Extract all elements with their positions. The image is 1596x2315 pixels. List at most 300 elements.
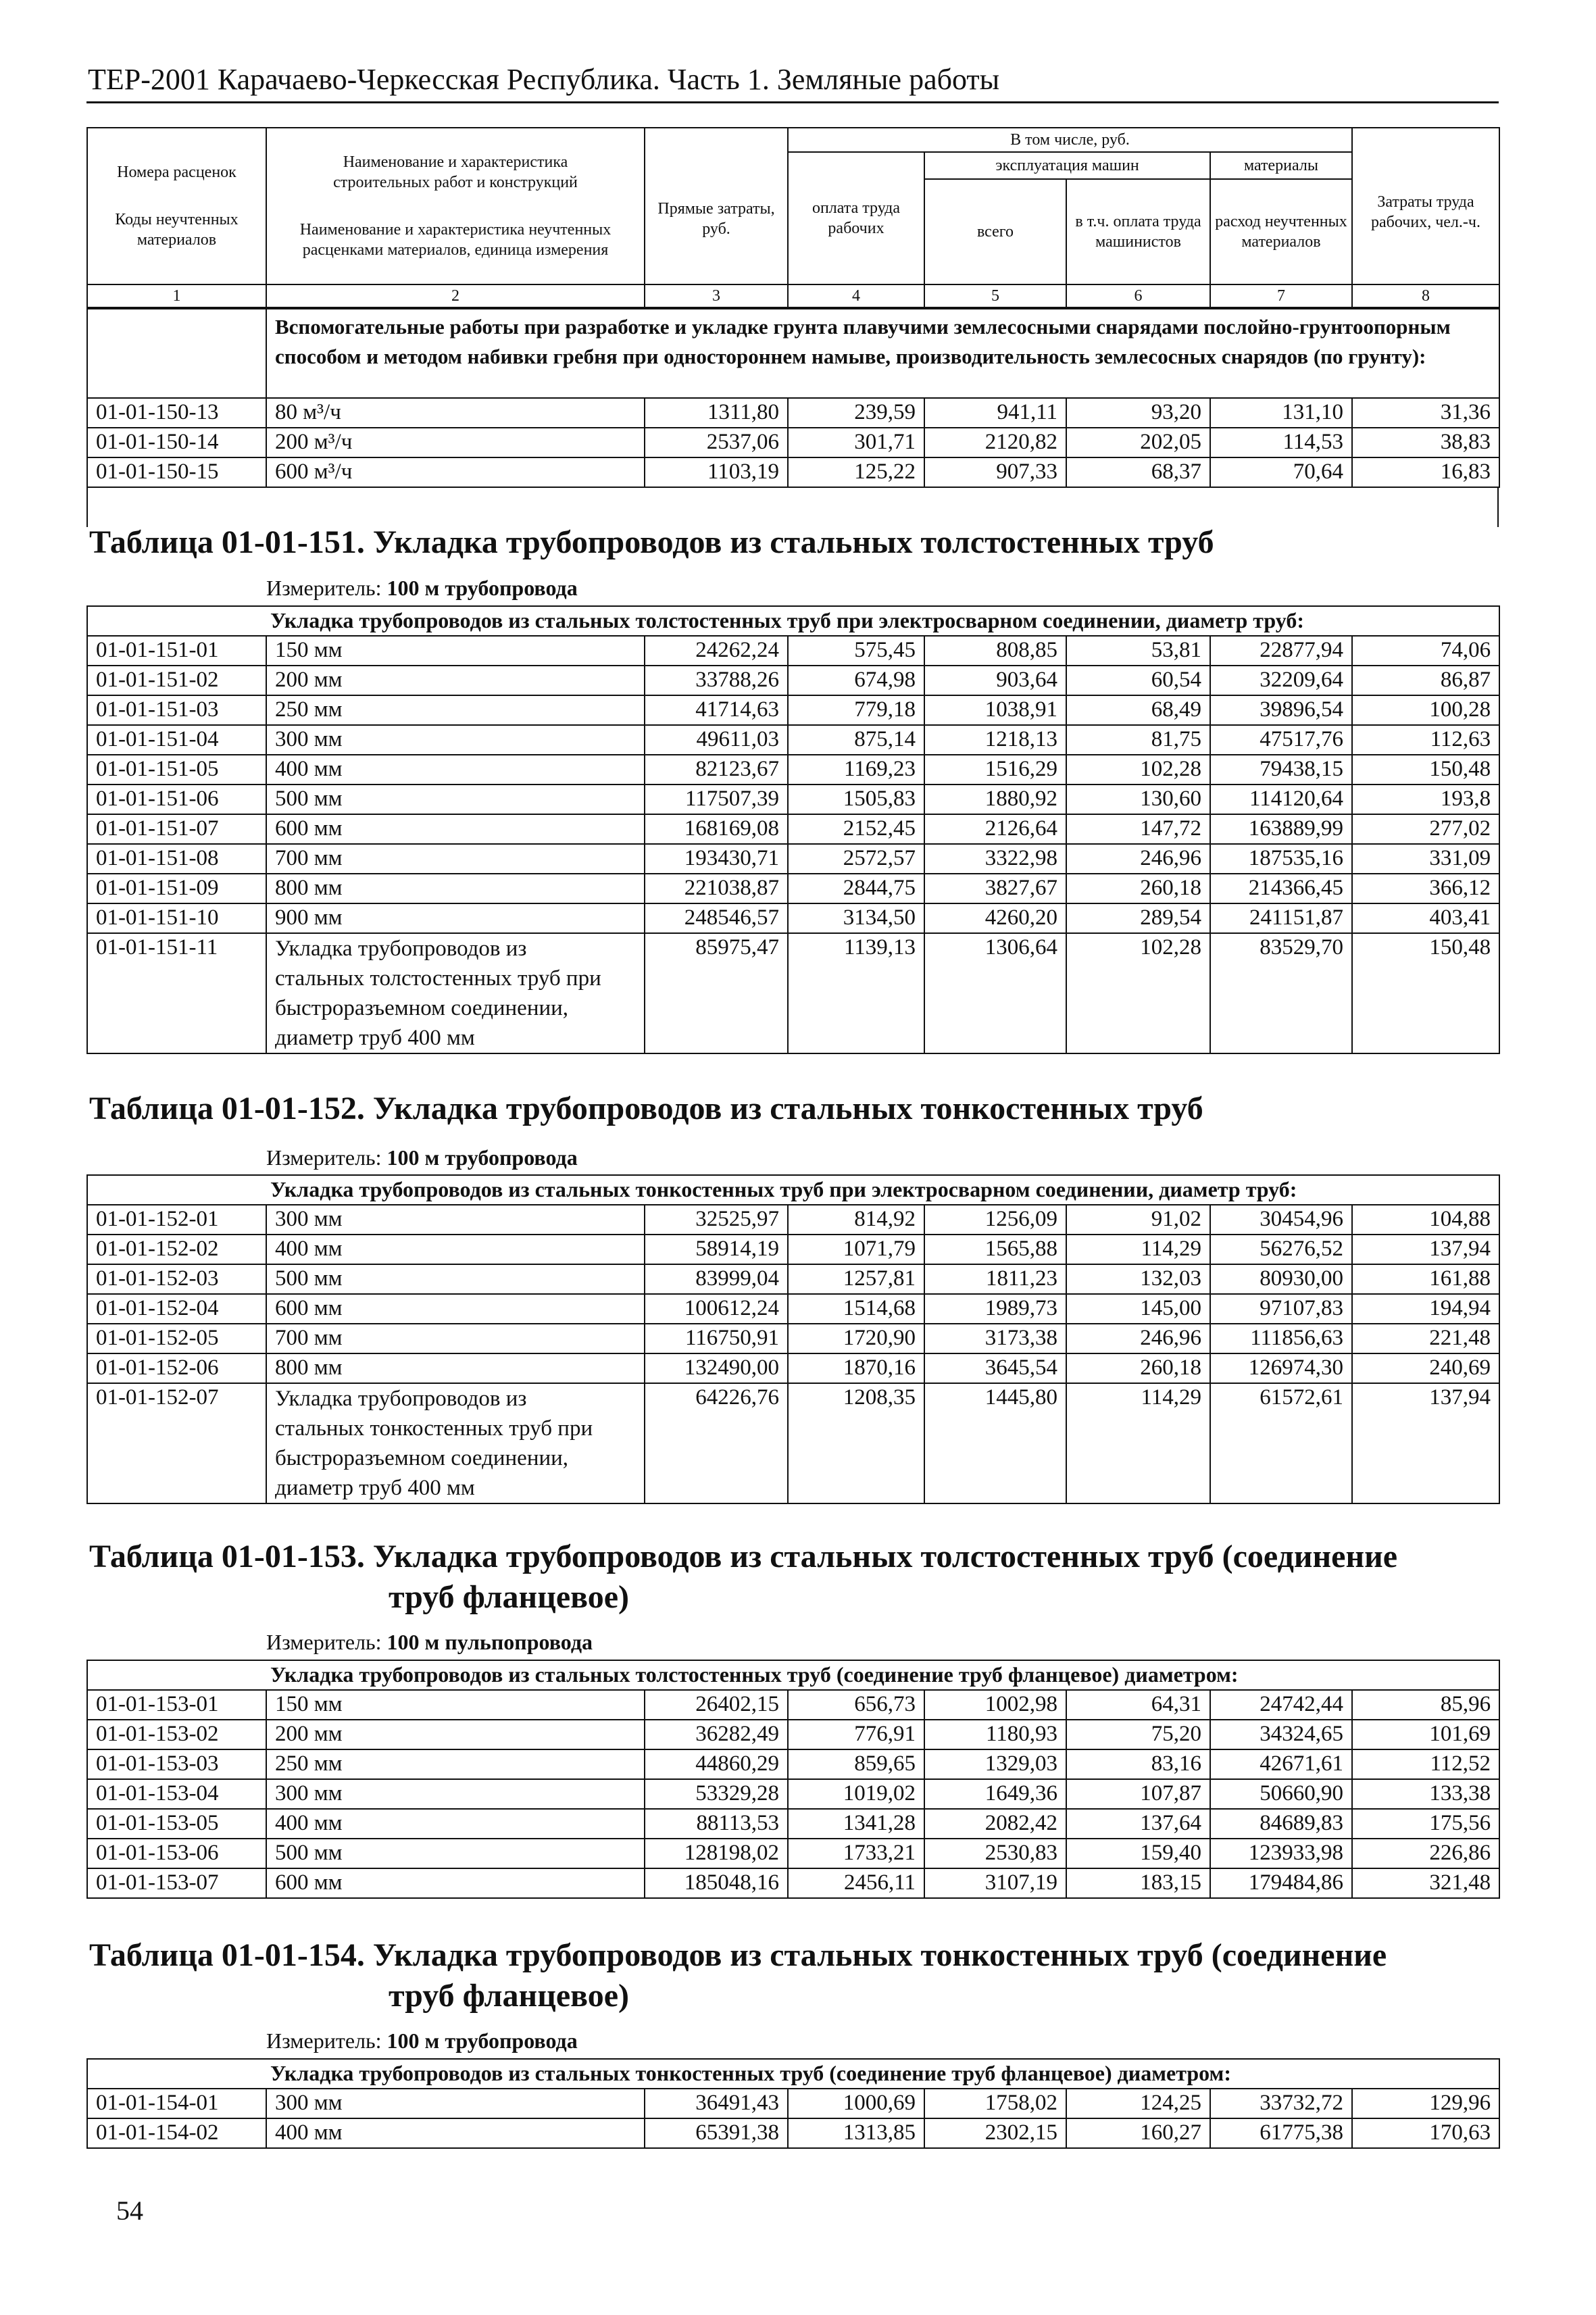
machines-labor: 132,03 (1066, 1264, 1210, 1294)
table-row (87, 814, 1499, 844)
meter-value: 100 м пульпопровода (386, 1630, 593, 1654)
table-row (87, 1749, 1499, 1779)
materials: 24742,44 (1210, 1690, 1352, 1720)
direct-costs: 1311,80 (645, 398, 788, 428)
materials: 83529,70 (1210, 933, 1352, 1053)
work-name: 300 мм (266, 725, 645, 755)
work-name: 400 мм (266, 755, 645, 785)
labor-pay: 1733,21 (788, 1839, 924, 1868)
labor-hours: 31,36 (1352, 398, 1499, 428)
table-151-meter (266, 576, 578, 601)
rate-code: 01-01-153-04 (87, 1779, 266, 1809)
machines-labor: 145,00 (1066, 1294, 1210, 1324)
labor-pay: 1208,35 (788, 1383, 924, 1503)
machines-total: 941,11 (924, 398, 1066, 428)
labor-pay: 3134,50 (788, 903, 924, 933)
machines-labor: 183,15 (1066, 1868, 1210, 1898)
materials: 56276,52 (1210, 1235, 1352, 1264)
materials: 50660,90 (1210, 1779, 1352, 1809)
direct-costs: 116750,91 (645, 1324, 788, 1353)
labor-pay: 125,22 (788, 457, 924, 487)
work-name: 250 мм (266, 695, 645, 725)
header-rule (86, 101, 1499, 103)
materials: 214366,45 (1210, 874, 1352, 903)
direct-costs: 100612,24 (645, 1294, 788, 1324)
labor-hours: 100,28 (1352, 695, 1499, 725)
table-153-title-cont: труб фланцевое) (389, 1579, 630, 1615)
rate-code: 01-01-151-10 (87, 903, 266, 933)
group-description: Вспомогательные работы при разработке и укладке грунта плавучими землесосными снарядами послойно-грунтоопорным способом и методом набивки гребня при одностороннем намыве, производительность землесосных снарядов (по грунту): (266, 309, 1499, 398)
header-labor-pay: оплата труда рабочих (788, 152, 924, 284)
table-153-title: Таблица 01-01-153. Укладка трубопроводов из стальных толстостенных труб (соединение (89, 1539, 1398, 1574)
work-name: 400 мм (266, 1235, 645, 1264)
group-subheader: Укладка трубопроводов из стальных тонкостенных труб при электросварном соединении, диаметр труб: (87, 1175, 1499, 1205)
meter-label: Измеритель: (266, 2028, 382, 2053)
materials: 70,64 (1210, 457, 1352, 487)
machines-labor: 147,72 (1066, 814, 1210, 844)
header-code-bottom: Коды неучтенных материалов (115, 211, 239, 249)
labor-pay: 1720,90 (788, 1324, 924, 1353)
machines-labor: 137,64 (1066, 1809, 1210, 1839)
labor-hours: 16,83 (1352, 457, 1499, 487)
labor-pay: 875,14 (788, 725, 924, 755)
materials: 61775,38 (1210, 2118, 1352, 2148)
work-name: 400 мм (266, 2118, 645, 2148)
header-name-cell (266, 128, 645, 284)
labor-pay: 2572,57 (788, 844, 924, 874)
column-index: 3 (645, 284, 788, 307)
materials: 47517,76 (1210, 725, 1352, 755)
machines-total: 1989,73 (924, 1294, 1066, 1324)
rate-code: 01-01-153-01 (87, 1690, 266, 1720)
machines-total: 1758,02 (924, 2089, 1066, 2118)
table-row (87, 1720, 1499, 1749)
machines-total: 903,64 (924, 666, 1066, 695)
rate-code: 01-01-151-04 (87, 725, 266, 755)
rate-code: 01-01-153-05 (87, 1809, 266, 1839)
group-subheader: Укладка трубопроводов из стальных тонкостенных труб (соединение труб фланцевое) диаметром: (87, 2059, 1499, 2089)
labor-hours: 137,94 (1352, 1235, 1499, 1264)
rate-code: 01-01-152-01 (87, 1205, 266, 1235)
materials: 126974,30 (1210, 1353, 1352, 1383)
direct-costs: 44860,29 (645, 1749, 788, 1779)
table-row (87, 666, 1499, 695)
table-row (87, 398, 1499, 428)
work-name: Укладка трубопроводов из стальных толстостенных труб при быстроразъемном соединении, диаметр труб 400 мм (266, 933, 645, 1053)
work-name: 700 мм (266, 1324, 645, 1353)
machines-labor: 102,28 (1066, 933, 1210, 1053)
table-152-meter (266, 1145, 578, 1170)
labor-pay: 1139,13 (788, 933, 924, 1053)
table-154-title-cont: труб фланцевое) (389, 1978, 630, 2014)
table-row (87, 1809, 1499, 1839)
table-row (87, 844, 1499, 874)
labor-hours: 85,96 (1352, 1690, 1499, 1720)
machines-labor: 114,29 (1066, 1235, 1210, 1264)
meter-label: Измеритель: (266, 1145, 382, 1170)
table-row (87, 1264, 1499, 1294)
work-name: 150 мм (266, 1690, 645, 1720)
labor-hours: 193,8 (1352, 785, 1499, 814)
machines-labor: 53,81 (1066, 636, 1210, 666)
labor-hours: 175,56 (1352, 1809, 1499, 1839)
column-index: 2 (266, 284, 645, 307)
labor-pay: 1313,85 (788, 2118, 924, 2148)
machines-total: 1565,88 (924, 1235, 1066, 1264)
labor-hours: 403,41 (1352, 903, 1499, 933)
rate-code: 01-01-151-05 (87, 755, 266, 785)
direct-costs: 33788,26 (645, 666, 788, 695)
labor-pay: 1000,69 (788, 2089, 924, 2118)
rate-code: 01-01-152-03 (87, 1264, 266, 1294)
direct-costs: 26402,15 (645, 1690, 788, 1720)
materials: 33732,72 (1210, 2089, 1352, 2118)
work-name: 800 мм (266, 874, 645, 903)
rate-code: 01-01-150-13 (87, 398, 266, 428)
rate-code: 01-01-150-14 (87, 428, 266, 457)
rate-code: 01-01-153-02 (87, 1720, 266, 1749)
work-name: 500 мм (266, 1839, 645, 1868)
labor-hours: 331,09 (1352, 844, 1499, 874)
rate-code: 01-01-151-09 (87, 874, 266, 903)
work-name: 500 мм (266, 1264, 645, 1294)
machines-labor: 75,20 (1066, 1720, 1210, 1749)
labor-hours: 240,69 (1352, 1353, 1499, 1383)
materials: 111856,63 (1210, 1324, 1352, 1353)
labor-hours: 226,86 (1352, 1839, 1499, 1868)
direct-costs: 1103,19 (645, 457, 788, 487)
machines-total: 3645,54 (924, 1353, 1066, 1383)
table-151-title: Таблица 01-01-151. Укладка трубопроводов из стальных толстостенных труб (89, 524, 1214, 560)
labor-hours: 194,94 (1352, 1294, 1499, 1324)
machines-total: 1218,13 (924, 725, 1066, 755)
materials: 187535,16 (1210, 844, 1352, 874)
direct-costs: 132490,00 (645, 1353, 788, 1383)
group-subheader: Укладка трубопроводов из стальных толстостенных труб при электросварном соединении, диаметр труб: (87, 606, 1499, 636)
machines-total: 1180,93 (924, 1720, 1066, 1749)
machines-total: 2082,42 (924, 1809, 1066, 1839)
machines-total: 1516,29 (924, 755, 1066, 785)
table-row (87, 2089, 1499, 2118)
labor-hours: 170,63 (1352, 2118, 1499, 2148)
materials: 131,10 (1210, 398, 1352, 428)
work-name: 200 мм (266, 1720, 645, 1749)
machines-labor: 260,18 (1066, 1353, 1210, 1383)
rates-table-154 (86, 2058, 1500, 2149)
table-153-meter (266, 1630, 593, 1655)
machines-total: 2126,64 (924, 814, 1066, 844)
machines-labor: 246,96 (1066, 844, 1210, 874)
machines-total: 1002,98 (924, 1690, 1066, 1720)
header-machines-total: всего (924, 179, 1066, 284)
direct-costs: 168169,08 (645, 814, 788, 844)
machines-labor: 81,75 (1066, 725, 1210, 755)
machines-labor: 64,31 (1066, 1690, 1210, 1720)
labor-hours: 112,63 (1352, 725, 1499, 755)
work-name: 400 мм (266, 1809, 645, 1839)
machines-labor: 83,16 (1066, 1749, 1210, 1779)
header-labor-hours: Затраты труда рабочих, чел.-ч. (1352, 128, 1499, 284)
materials: 30454,96 (1210, 1205, 1352, 1235)
labor-hours: 321,48 (1352, 1868, 1499, 1898)
table-row (87, 903, 1499, 933)
materials: 97107,83 (1210, 1294, 1352, 1324)
table-row (87, 636, 1499, 666)
machines-labor: 91,02 (1066, 1205, 1210, 1235)
labor-hours: 277,02 (1352, 814, 1499, 844)
direct-costs: 32525,97 (645, 1205, 788, 1235)
work-name: 600 мм (266, 1294, 645, 1324)
labor-hours: 112,52 (1352, 1749, 1499, 1779)
labor-pay: 1870,16 (788, 1353, 924, 1383)
machines-total: 4260,20 (924, 903, 1066, 933)
labor-pay: 301,71 (788, 428, 924, 457)
column-index: 1 (87, 284, 266, 307)
column-index: 5 (924, 284, 1066, 307)
rate-code: 01-01-151-11 (87, 933, 266, 1053)
rate-code: 01-01-151-02 (87, 666, 266, 695)
header-name-top: Наименование и характеристика строительных работ и конструкций (333, 153, 578, 191)
labor-pay: 859,65 (788, 1749, 924, 1779)
labor-pay: 1505,83 (788, 785, 924, 814)
table-row (87, 785, 1499, 814)
rate-code: 01-01-151-06 (87, 785, 266, 814)
machines-labor: 159,40 (1066, 1839, 1210, 1868)
labor-pay: 2456,11 (788, 1868, 924, 1898)
page-number: 54 (116, 2195, 143, 2226)
direct-costs: 53329,28 (645, 1779, 788, 1809)
header-code-cell (87, 128, 266, 284)
table-row (87, 1779, 1499, 1809)
labor-hours: 366,12 (1352, 874, 1499, 903)
labor-pay: 239,59 (788, 398, 924, 428)
direct-costs: 128198,02 (645, 1839, 788, 1868)
materials: 79438,15 (1210, 755, 1352, 785)
rate-code: 01-01-151-03 (87, 695, 266, 725)
running-header: ТЕР-2001 Карачаево-Черкесская Республика. Часть 1. Земляные работы (88, 63, 1000, 96)
machines-labor: 160,27 (1066, 2118, 1210, 2148)
machines-total: 1256,09 (924, 1205, 1066, 1235)
work-name: 500 мм (266, 785, 645, 814)
labor-pay: 2152,45 (788, 814, 924, 844)
table-row (87, 1690, 1499, 1720)
machines-labor: 289,54 (1066, 903, 1210, 933)
table-row (87, 1324, 1499, 1353)
labor-pay: 656,73 (788, 1690, 924, 1720)
machines-labor: 107,87 (1066, 1779, 1210, 1809)
machines-total: 1811,23 (924, 1264, 1066, 1294)
meter-label: Измеритель: (266, 1630, 382, 1654)
table-row (87, 933, 1499, 1053)
header-materials: материалы (1210, 152, 1352, 179)
work-name: 200 мм (266, 666, 645, 695)
direct-costs: 36491,43 (645, 2089, 788, 2118)
rates-table-150 (86, 308, 1500, 488)
work-name: 300 мм (266, 1205, 645, 1235)
rate-code: 01-01-150-15 (87, 457, 266, 487)
header-code-top: Номера расценок (117, 164, 236, 181)
rate-code: 01-01-152-07 (87, 1383, 266, 1503)
work-name: 900 мм (266, 903, 645, 933)
rates-table-152 (86, 1174, 1500, 1504)
machines-total: 3173,38 (924, 1324, 1066, 1353)
labor-pay: 674,98 (788, 666, 924, 695)
rate-code: 01-01-154-01 (87, 2089, 266, 2118)
table-row (87, 1353, 1499, 1383)
machines-labor: 246,96 (1066, 1324, 1210, 1353)
meter-value: 100 м трубопровода (386, 576, 578, 600)
direct-costs: 85975,47 (645, 933, 788, 1053)
machines-labor: 68,37 (1066, 457, 1210, 487)
rates-table-153 (86, 1660, 1500, 1899)
machines-total: 1306,64 (924, 933, 1066, 1053)
machines-total: 2302,15 (924, 2118, 1066, 2148)
labor-hours: 101,69 (1352, 1720, 1499, 1749)
materials: 22877,94 (1210, 636, 1352, 666)
meter-value: 100 м трубопровода (386, 1145, 578, 1170)
work-name: 600 мм (266, 1868, 645, 1898)
header-including: В том числе, руб. (788, 128, 1352, 152)
header-materials-sub: расход неучтенных материалов (1210, 179, 1352, 284)
labor-hours: 86,87 (1352, 666, 1499, 695)
machines-total: 808,85 (924, 636, 1066, 666)
direct-costs: 248546,57 (645, 903, 788, 933)
labor-pay: 779,18 (788, 695, 924, 725)
table-row (87, 1383, 1499, 1503)
table-border (86, 488, 88, 527)
labor-pay: 1019,02 (788, 1779, 924, 1809)
rate-code: 01-01-151-08 (87, 844, 266, 874)
labor-hours: 104,88 (1352, 1205, 1499, 1235)
materials: 114,53 (1210, 428, 1352, 457)
header-name-bottom: Наименование и характеристика неучтенных расценками материалов, единица измерения (299, 221, 612, 259)
table-row (87, 725, 1499, 755)
direct-costs: 24262,24 (645, 636, 788, 666)
labor-pay: 814,92 (788, 1205, 924, 1235)
table-row (87, 457, 1499, 487)
materials: 84689,83 (1210, 1809, 1352, 1839)
machines-labor: 102,28 (1066, 755, 1210, 785)
column-index: 4 (788, 284, 924, 307)
direct-costs: 83999,04 (645, 1264, 788, 1294)
table-row (87, 874, 1499, 903)
table-row (87, 1839, 1499, 1868)
materials: 163889,99 (1210, 814, 1352, 844)
table-154-title: Таблица 01-01-154. Укладка трубопроводов из стальных тонкостенных труб (соединение (89, 1937, 1387, 1973)
labor-hours: 221,48 (1352, 1324, 1499, 1353)
table-row (87, 1205, 1499, 1235)
materials: 241151,87 (1210, 903, 1352, 933)
labor-hours: 74,06 (1352, 636, 1499, 666)
machines-labor: 93,20 (1066, 398, 1210, 428)
machines-total: 3107,19 (924, 1868, 1066, 1898)
labor-hours: 129,96 (1352, 2089, 1499, 2118)
meter-label: Измеритель: (266, 576, 382, 600)
rate-code: 01-01-151-07 (87, 814, 266, 844)
table-row (87, 428, 1499, 457)
table-154-meter (266, 2028, 578, 2053)
materials: 39896,54 (1210, 695, 1352, 725)
direct-costs: 41714,63 (645, 695, 788, 725)
direct-costs: 221038,87 (645, 874, 788, 903)
rate-code: 01-01-152-04 (87, 1294, 266, 1324)
machines-total: 2120,82 (924, 428, 1066, 457)
machines-total: 1880,92 (924, 785, 1066, 814)
machines-labor: 130,60 (1066, 785, 1210, 814)
direct-costs: 58914,19 (645, 1235, 788, 1264)
machines-labor: 114,29 (1066, 1383, 1210, 1503)
labor-pay: 575,45 (788, 636, 924, 666)
table-row (87, 2118, 1499, 2148)
direct-costs: 117507,39 (645, 785, 788, 814)
labor-pay: 1169,23 (788, 755, 924, 785)
rate-code: 01-01-153-06 (87, 1839, 266, 1868)
work-name: 150 мм (266, 636, 645, 666)
work-name: 80 м³/ч (266, 398, 645, 428)
header-direct-costs: Прямые затраты, руб. (645, 128, 788, 284)
rate-code: 01-01-152-02 (87, 1235, 266, 1264)
work-name: 200 м³/ч (266, 428, 645, 457)
work-name: 700 мм (266, 844, 645, 874)
column-index: 7 (1210, 284, 1352, 307)
work-name: 300 мм (266, 1779, 645, 1809)
materials: 179484,86 (1210, 1868, 1352, 1898)
labor-pay: 1257,81 (788, 1264, 924, 1294)
header-machines: эксплуатация машин (924, 152, 1210, 179)
machines-total: 1038,91 (924, 695, 1066, 725)
labor-pay: 2844,75 (788, 874, 924, 903)
direct-costs: 49611,03 (645, 725, 788, 755)
column-header-table (86, 127, 1500, 308)
machines-labor: 202,05 (1066, 428, 1210, 457)
table-row (87, 1235, 1499, 1264)
machines-total: 1649,36 (924, 1779, 1066, 1809)
rate-code: 01-01-152-05 (87, 1324, 266, 1353)
group-code-spacer (87, 309, 266, 398)
table-row (87, 1294, 1499, 1324)
work-name: 600 мм (266, 814, 645, 844)
machines-total: 1445,80 (924, 1383, 1066, 1503)
rate-code: 01-01-154-02 (87, 2118, 266, 2148)
column-index: 6 (1066, 284, 1210, 307)
direct-costs: 193430,71 (645, 844, 788, 874)
materials: 42671,61 (1210, 1749, 1352, 1779)
work-name: 250 мм (266, 1749, 645, 1779)
materials: 80930,00 (1210, 1264, 1352, 1294)
machines-total: 1329,03 (924, 1749, 1066, 1779)
rate-code: 01-01-153-03 (87, 1749, 266, 1779)
work-name: 800 мм (266, 1353, 645, 1383)
machines-total: 3322,98 (924, 844, 1066, 874)
labor-hours: 150,48 (1352, 755, 1499, 785)
work-name: 300 мм (266, 2089, 645, 2118)
materials: 114120,64 (1210, 785, 1352, 814)
labor-pay: 1514,68 (788, 1294, 924, 1324)
direct-costs: 88113,53 (645, 1809, 788, 1839)
header-machines-incl: в т.ч. оплата труда машинистов (1066, 179, 1210, 284)
labor-hours: 150,48 (1352, 933, 1499, 1053)
labor-hours: 161,88 (1352, 1264, 1499, 1294)
machines-total: 907,33 (924, 457, 1066, 487)
direct-costs: 65391,38 (645, 2118, 788, 2148)
rate-code: 01-01-151-01 (87, 636, 266, 666)
machines-total: 2530,83 (924, 1839, 1066, 1868)
table-border (1497, 488, 1499, 527)
group-subheader: Укладка трубопроводов из стальных толстостенных труб (соединение труб фланцевое) диаметром: (87, 1660, 1499, 1690)
materials: 34324,65 (1210, 1720, 1352, 1749)
machines-labor: 124,25 (1066, 2089, 1210, 2118)
labor-hours: 38,83 (1352, 428, 1499, 457)
